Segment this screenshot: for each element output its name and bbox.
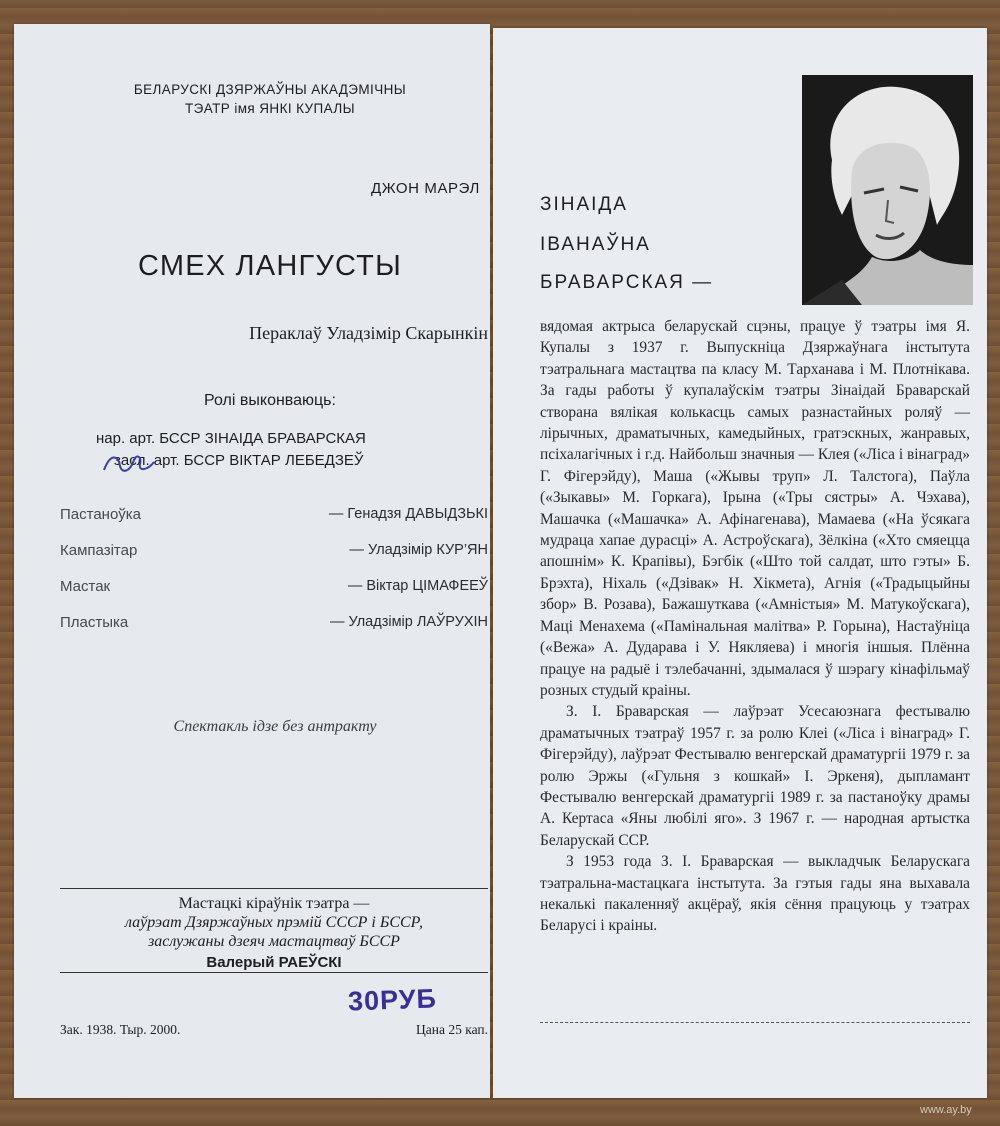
play-title: СМЕХ ЛАНГУСТЫ — [138, 250, 402, 282]
cast-member-1: нар. арт. БССР ЗІНАІДА БРАВАРСКАЯ — [96, 430, 366, 447]
divider-line — [60, 888, 488, 889]
crew-name-artist: — Віктар ЦІМАФЕЕЎ — [347, 578, 488, 594]
crew-name-composer: — Уладзімір КУР’ЯН — [349, 542, 488, 558]
play-author: ДЖОН МАРЭЛ — [371, 180, 480, 197]
crew-role-plastic: Пластыка — [60, 614, 129, 631]
crew-role-director: Пастаноўка — [60, 506, 142, 523]
price-info: Цана 25 кап. — [416, 1022, 488, 1037]
bottom-rule — [540, 1022, 970, 1023]
director-block — [60, 894, 488, 972]
bio-paragraph-2: З. І. Браварская — лаўрэат Усесаюзнага фестывалю драматычных тэатраў 1957 г. за ролю Клеі («Ліса і вінаград» Г. Фігерэйду), лаўрэат Фестывалю венгерскай драматургіі 1979 г. за ролю Эржы («Гульня з кошкай» І. Эркеня), дыпламант Фестывалю венгерскай драматургіі 1989 г. за пастаноўку драмы А. Кертаса «Яны любілі яго». З 1967 г. — народная артыстка Беларускай ССР. — [540, 703, 970, 849]
actress-patronymic: ІВАНАЎНА — [540, 234, 651, 255]
crew-name-plastic: — Уладзімір ЛАЎРУХІН — [329, 614, 488, 630]
director-name: Валерый РАЕЎСКІ — [206, 954, 342, 971]
crew-role-composer: Кампазітар — [60, 542, 138, 559]
theatre-name-line1: БЕЛАРУСКІ ДЗЯРЖАЎНЫ АКАДЭМІЧНЫ — [133, 82, 407, 97]
divider-line — [60, 972, 488, 973]
crew-name-director: — Генадзя ДАВЫДЗЬКІ — [328, 506, 488, 522]
crew-role-artist: Мастак — [60, 578, 111, 595]
no-intermission-note: Спектакль ідзе без антракту — [173, 718, 377, 735]
portrait-photo-icon — [802, 75, 973, 305]
actress-surname: БРАВАРСКАЯ — — [540, 272, 714, 293]
theatre-name-line2: ТЭАТР імя ЯНКІ КУПАЛЫ — [185, 101, 355, 116]
cast-heading: Ролі выконваюць: — [204, 392, 336, 409]
director-line2: лаўрэат Дзяржаўных прэмій СССР і БССР, — [124, 914, 424, 931]
actress-biography — [540, 316, 970, 937]
price-stamp: 30РУБ — [347, 983, 438, 1017]
play-translation: Пераклаў Уладзімір Скарынкін — [249, 323, 488, 343]
print-order-info: Зак. 1938. Тыр. 2000. — [60, 1022, 181, 1037]
bio-paragraph-1: вядомая актрыса беларускай сцэны, працуе ў тэатры імя Я. Купалы з 1937 г. Выпускніца Дзяржаўнага інстытута тэатральнага мастацтва па класу М. Тарханава і М. Плотнікава. За гады работы ў купалаўскім тэатры Зінаідай Браварскай створана вялікая колькасць самых разнастайных роляў — лірычных, драматычных, камедыйных, гратэскных, жанравых, псіхалагічных і г.д. Найбольш значныя — Клея («Ліса і вінаград» Г. Фігерэйду), Маша («Жывы труп» Л. Талстога), Паўла («Зыкавы» М. Горкага), Ірына («Тры сястры» А. Чэхава), Машачка («Машачка» А. Афінагенава), Мамаева («На ўсякага мудраца хапае дурасці» А. Астроўскага), Зёлкіна («Хто смяецца апошнім» К. Крапівы), Бэгбік («Што той салдат, што гэты» Б. Брэхта), Ніхаль («Дзівак» Н. Хікмета), Агнія («Традыцыйны збор» В. Розава), Бажашуткава («Амністыя» М. Матукоўскага), Маці Менахема («Памінальная малітва» Р. Горына), Настаўніца («Вежа» А. Дударава і У. Някляева) і многія іншыя. Плённа працуе на радыё і тэлебачанні, здымалася ў шэрагу кінафільмаў розных студый краіны. — [540, 318, 970, 699]
cast-member-2: засл. арт. БССР ВІКТАР ЛЕБЕДЗЕЎ — [114, 452, 364, 469]
watermark: www.ay.by — [920, 1104, 972, 1116]
bio-paragraph-3: З 1953 года З. І. Браварская — выкладчык Беларускага тэатральна-мастацкага інстытута. За гэтыя гады яна выхавала некалькі пакаленняў акцёраў, якія сёння працуюць у тэатрах Беларусі і краіны. — [540, 853, 970, 935]
actress-first-name: ЗІНАІДА — [540, 194, 628, 215]
director-line1: Мастацкі кіраўнік тэатра — — [178, 895, 370, 912]
director-line3: заслужаны дзеяч мастацтваў БССР — [148, 933, 400, 950]
handwritten-mark-icon — [100, 448, 160, 478]
